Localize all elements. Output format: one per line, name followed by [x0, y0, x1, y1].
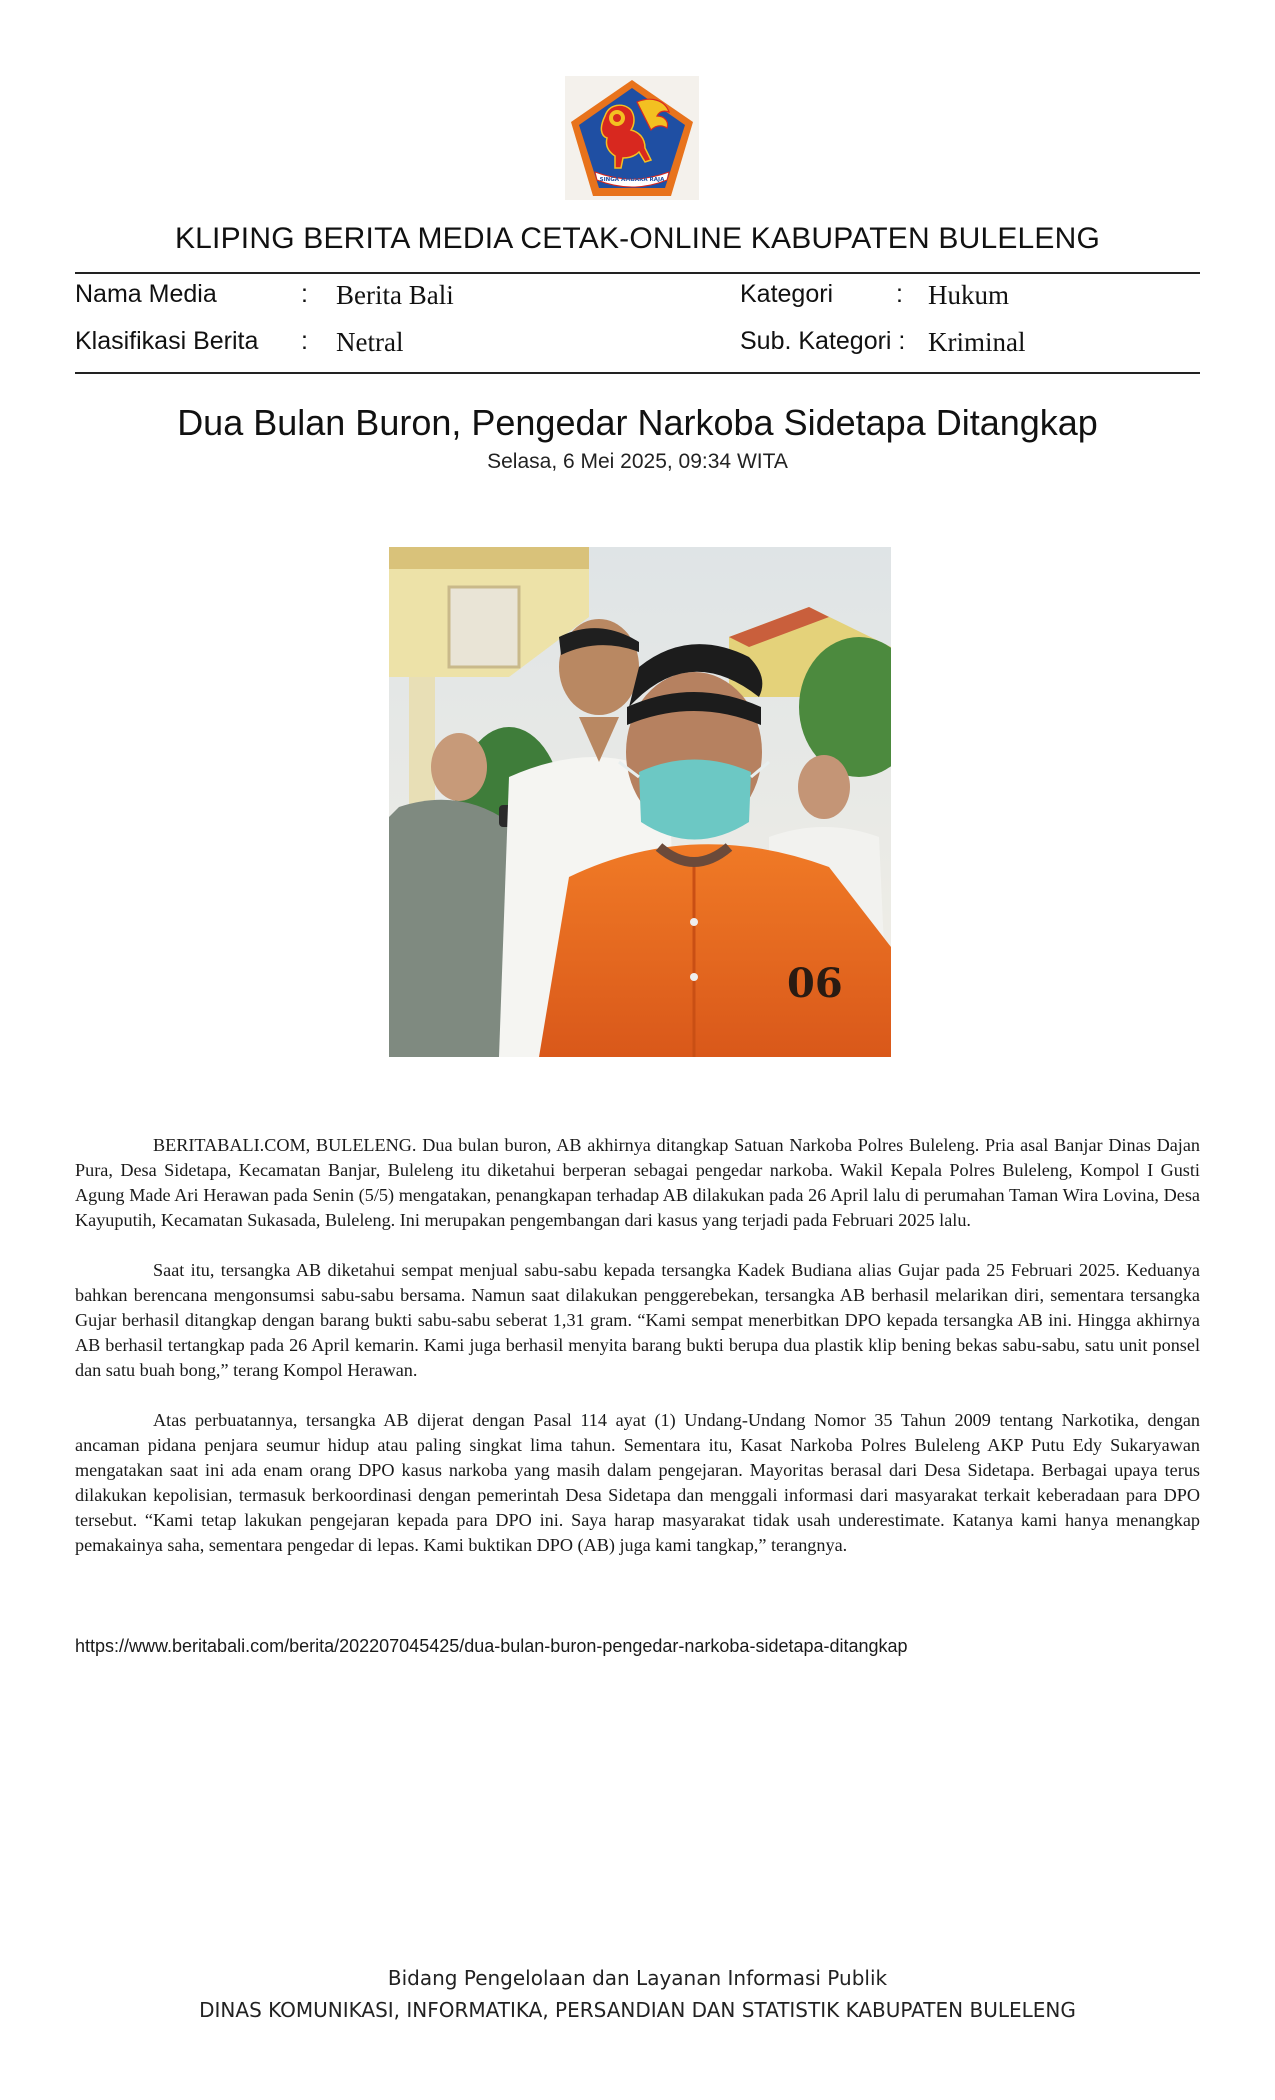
classification-colon: : [301, 327, 308, 355]
media-name-colon: : [301, 280, 308, 308]
article-dateline: Selasa, 6 Mei 2025, 09:34 WITA [487, 450, 788, 473]
source-url-link[interactable]: https://www.beritabali.com/berita/202207045425/dua-bulan-buron-pengedar-narkoba-sidetapa-ditangkap [75, 1636, 908, 1656]
jumpsuit-number: 06 [787, 960, 843, 1007]
classification-value: Netral [336, 327, 404, 357]
singa-ambara-raja-emblem-icon [565, 76, 699, 200]
article-paragraph: BERITABALI.COM, BULELENG. Dua bulan buron, AB akhirnya ditangkap Satuan Narkoba Polres Buleleng. Pria asal Banjar Dinas Dajan Pura, Desa Sidetapa, Kecamatan Banjar, Buleleng itu diketahui berperan sebagai pengedar narkoba. Wakil Kepala Polres Buleleng, Kompol I Gusti Agung Made Ari Herawan pada Senin (5/5) mengatakan, penangkapan terhadap AB dilakukan pada 26 April lalu di perumahan Taman Wira Lovina, Desa Kayuputih, Kecamatan Sukasada, Buleleng. Ini merupakan pengembangan dari kasus yang terjadi pada Februari 2025 lalu. [75, 1135, 1200, 1230]
arrest-photo-illustration [389, 547, 891, 1057]
classification-label: Klasifikasi Berita [75, 327, 259, 355]
category-label: Kategori [740, 280, 834, 308]
category-colon: : [896, 280, 903, 308]
article-paragraph: Saat itu, tersangka AB diketahui sempat menjual sabu-sabu kepada tersangka Kadek Budiana alias Gujar pada 25 Februari 2025. Keduanya bahkan berencana mengonsumsi sabu-sabu bersama. Namun saat dilakukan penggerebekan, tersangka AB berhasil melarikan diri, sementara tersangka Gujar berhasil ditangkap dengan barang bukti sabu-sabu seberat 1,31 gram. “Kami sempat menerbitkan DPO kepada tersangka AB ini. Hingga akhirnya AB berhasil tertangkap pada 26 April kemarin. Kami juga berhasil menyita barang bukti berupa dua plastik klip bening bekas sabu-sabu, satu unit ponsel dan satu buah bong,” terang Kompol Herawan. [75, 1260, 1200, 1380]
subcategory-label: Sub. Kategori : [740, 327, 906, 355]
article-photo [389, 547, 891, 1057]
logo-motto: SINGA AMBARA RAJA [599, 177, 665, 183]
article-paragraph: Atas perbuatannya, tersangka AB dijerat dengan Pasal 114 ayat (1) Undang-Undang Nomor 35 Tahun 2009 tentang Narkotika, dengan ancaman pidana penjara seumur hidup atau paling singkat lima tahun. Sementara itu, Kasat Narkoba Polres Buleleng AKP Putu Edy Sukaryawan mengatakan saat ini ada enam orang DPO kasus narkoba yang masih dalam pengejaran. Mayoritas berasal dari Desa Sidetapa. Berbagai upaya terus dilakukan kepolisian, termasuk berkoordinasi dengan pemerintah Desa Sidetapa dan menggali informasi dari masyarakat terkait keberadaan para DPO tersebut. “Kami tetap lakukan pengejaran kepada para DPO ini. Saya harap masyarakat tidak usah underestimate. Katanya kami hanya menangkap pemakainya saha, sementara pengedar di lepas. Kami buktikan DPO (AB) juga kami tangkap,” terangnya. [75, 1410, 1200, 1555]
face-mask [639, 760, 751, 840]
media-name-label: Nama Media [75, 280, 217, 308]
category-value: Hukum [928, 280, 1009, 310]
kabupaten-logo [565, 76, 699, 200]
subcategory-value: Kriminal [928, 327, 1026, 357]
footer-agency: DINAS KOMUNIKASI, INFORMATIKA, PERSANDIAN DAN STATISTIK KABUPATEN BULELENG [199, 1998, 1076, 2022]
article-body [75, 1133, 1200, 1583]
article-headline: Dua Bulan Buron, Pengedar Narkoba Sidetapa Ditangkap [177, 402, 1098, 443]
header-top-rule [75, 272, 1200, 274]
footer-department: Bidang Pengelolaan dan Layanan Informasi Publik [387, 1966, 888, 1990]
header-bottom-rule [75, 372, 1200, 374]
media-name-value: Berita Bali [336, 280, 454, 310]
page-header-title: KLIPING BERITA MEDIA CETAK-ONLINE KABUPATEN BULELENG [174, 222, 1101, 255]
